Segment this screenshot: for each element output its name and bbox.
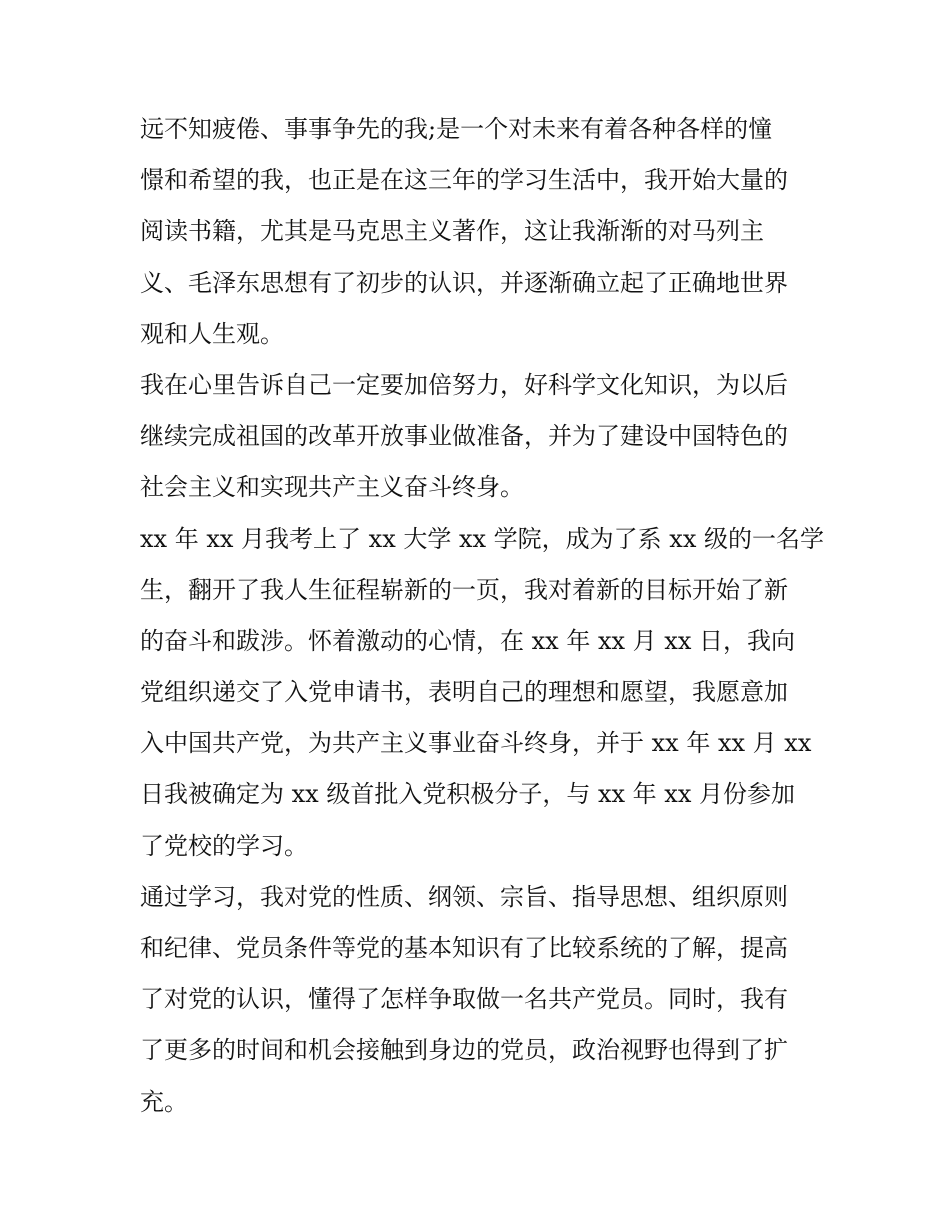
paragraph-line: 入中国共产党，为共产主义事业奋斗终身，并于 xx 年 xx 月 xx xyxy=(140,729,812,758)
paragraph-line: 观和人生观。 xyxy=(140,319,284,348)
paragraph-line: 了更多的时间和机会接触到身边的党员，政治视野也得到了扩 xyxy=(140,1036,788,1065)
paragraph-line: 生，翻开了我人生征程崭新的一页，我对着新的目标开始了新 xyxy=(140,575,788,604)
paragraph-line: 了党校的学习。 xyxy=(140,831,308,860)
paragraph-line: 的奋斗和跋涉。怀着激动的心情，在 xx 年 xx 月 xx 日，我向 xyxy=(140,626,795,655)
paragraph-2 xyxy=(140,360,830,514)
paragraph-line: 远不知疲倦、事事争先的我;是一个对未来有着各种各样的憧 xyxy=(140,115,773,143)
paragraph-3 xyxy=(140,514,830,872)
paragraph-line: 日我被确定为 xx 级首批入党积极分子，与 xx 年 xx 月份参加 xyxy=(140,780,795,809)
paragraph-line: 社会主义和实现共产主义奋斗终身。 xyxy=(140,473,524,502)
paragraph-line: 了对党的认识，懂得了怎样争取做一名共产党员。同时，我有 xyxy=(140,985,788,1014)
paragraph-line: 继续完成祖国的改革开放事业做准备，并为了建设中国特色的 xyxy=(140,422,788,451)
paragraph-line: 我在心里告诉自己一定要加倍努力，好科学文化知识，为以后 xyxy=(140,370,788,399)
paragraph-4 xyxy=(140,872,830,1128)
paragraph-1 xyxy=(140,104,830,360)
paragraph-line: 充。 xyxy=(140,1087,188,1116)
document-body xyxy=(140,104,830,1128)
paragraph-line: 阅读书籍，尤其是马克思主义著作，这让我渐渐的对马列主 xyxy=(140,217,764,246)
paragraph-line: 通过学习，我对党的性质、纲领、宗旨、指导思想、组织原则 xyxy=(140,882,788,911)
paragraph-line: 党组织递交了入党申请书，表明自己的理想和愿望，我愿意加 xyxy=(140,678,788,707)
paragraph-line: 憬和希望的我，也正是在这三年的学习生活中，我开始大量的 xyxy=(140,166,788,195)
paragraph-line: xx 年 xx 月我考上了 xx 大学 xx 学院，成为了系 xx 级的一名学 xyxy=(140,524,825,553)
paragraph-line: 和纪律、党员条件等党的基本知识有了比较系统的了解，提高 xyxy=(140,934,788,962)
paragraph-line: 义、毛泽东思想有了初步的认识，并逐渐确立起了正确地世界 xyxy=(140,268,788,297)
